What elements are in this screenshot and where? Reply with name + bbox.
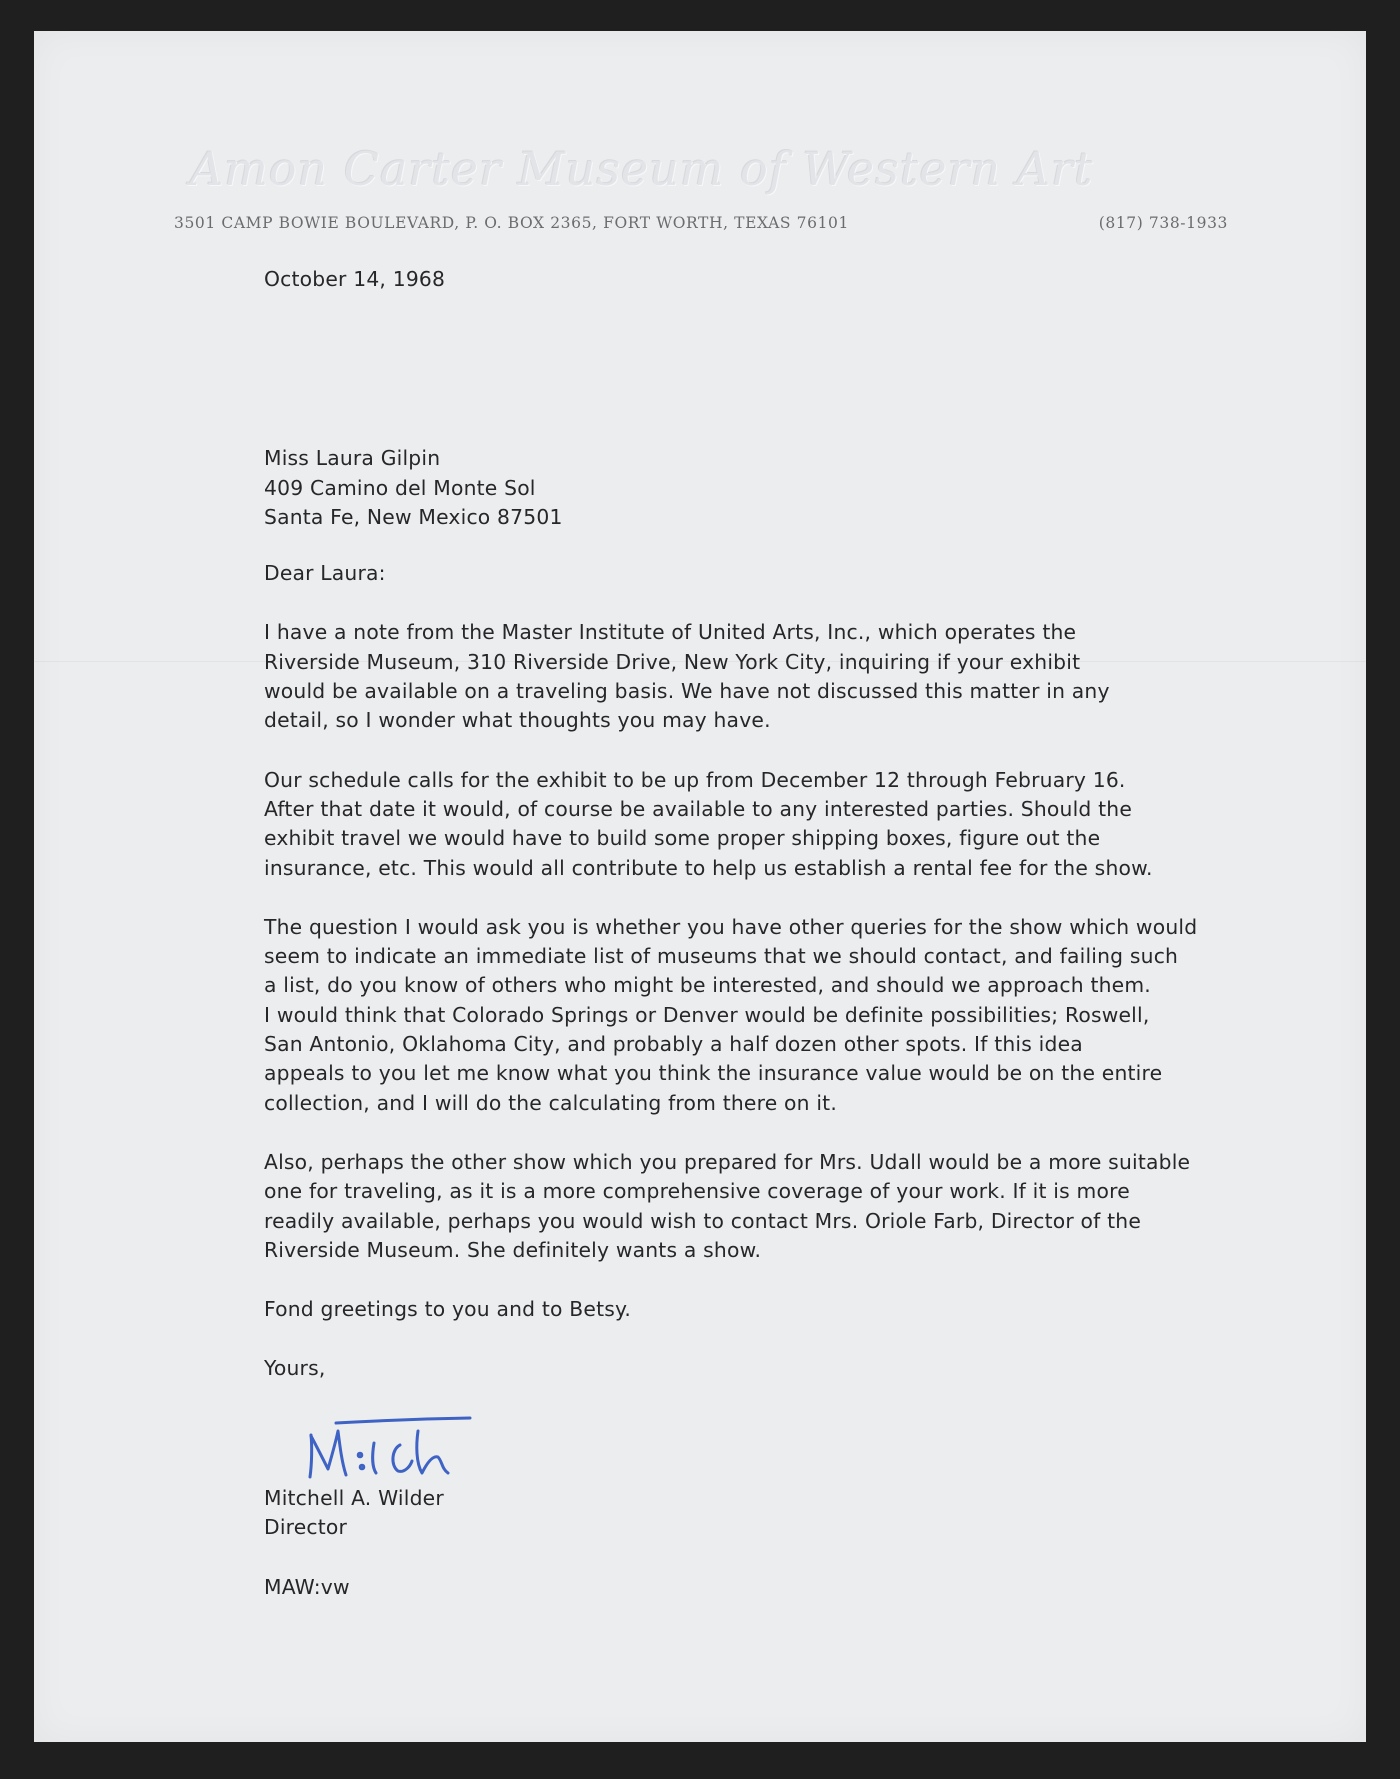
paragraph-line: Fond greetings to you and to Betsy. [264,1297,631,1322]
paragraph-line: readily available, perhaps you would wish to contact Mrs. Oriole Farb, Director of the [264,1208,1142,1233]
paragraph-2 [264,766,1274,883]
typist-initials: MAW:vw [264,1574,350,1599]
paragraph-line: insurance, etc. This would all contribute to help us establish a rental fee for the show. [264,855,1153,880]
paragraph-line: exhibit travel we would have to build some proper shipping boxes, figure out the [264,826,1101,851]
paragraph-line: seem to indicate an immediate list of museums that we should contact, and failing such [264,944,1179,969]
paragraph-line: collection, and I will do the calculating from there on it. [264,1090,837,1115]
recipient-address [264,444,1274,532]
signature-block [264,1484,444,1602]
paragraph-5 [264,1295,1274,1324]
paragraph-line: detail, so I wonder what thoughts you may have. [264,708,771,733]
letterhead-address: 3501 CAMP BOWIE BOULEVARD, P. O. BOX 2365, FORT WORTH, TEXAS 76101 [174,214,849,232]
paragraph-1 [264,618,1274,735]
paragraph-line: Riverside Museum, 310 Riverside Drive, New York City, inquiring if your exhibit [264,649,1081,674]
paragraph-line: Our schedule calls for the exhibit to be up from December 12 through February 16. [264,767,1126,792]
paragraph-line: Riverside Museum. She definitely wants a show. [264,1237,762,1262]
paragraph-line: would be available on a traveling basis. We have not discussed this matter in any [264,679,1110,704]
recipient-line: Miss Laura Gilpin [264,446,441,471]
paragraph-line: I have a note from the Master Institute of United Arts, Inc., which operates the [264,620,1077,645]
salutation: Dear Laura: [264,561,386,586]
paragraph-line: appeals to you let me know what you think the insurance value would be on the entire [264,1061,1163,1086]
recipient-line: 409 Camino del Monte Sol [264,475,536,500]
handwritten-signature [302,1415,482,1485]
signer-title: Director [264,1515,348,1540]
paragraph-line: The question I would ask you is whether you have other queries for the show which would [264,914,1198,939]
paragraph-line: San Antonio, Oklahoma City, and probably a half dozen other spots. If this idea [264,1032,1083,1057]
paragraph-line: I would think that Colorado Springs or Denver would be definite possibilities; Roswell, [264,1002,1150,1027]
letterhead-address-line [174,214,1228,232]
signer-name: Mitchell A. Wilder [264,1486,444,1510]
paragraph-line: a list, do you know of others who might be interested, and should we approach them. [264,973,1151,998]
closing: Yours, [264,1356,326,1381]
letterhead-phone: (817) 738-1933 [1098,214,1228,232]
letter-date: October 14, 1968 [264,267,446,291]
recipient-line: Santa Fe, New Mexico 87501 [264,504,563,529]
embossed-museum-name: Amon Carter Museum of Western Art [190,142,1094,196]
paragraph-3 [264,913,1274,1118]
paragraph-line: After that date it would, of course be available to any interested parties. Should the [264,796,1133,821]
paragraph-4 [264,1148,1274,1265]
paragraph-line: Also, perhaps the other show which you prepared for Mrs. Udall would be a more suitable [264,1149,1191,1174]
letter-body [264,265,1274,1384]
paragraph-line: one for traveling, as it is a more comprehensive coverage of your work. If it is more [264,1179,1130,1204]
